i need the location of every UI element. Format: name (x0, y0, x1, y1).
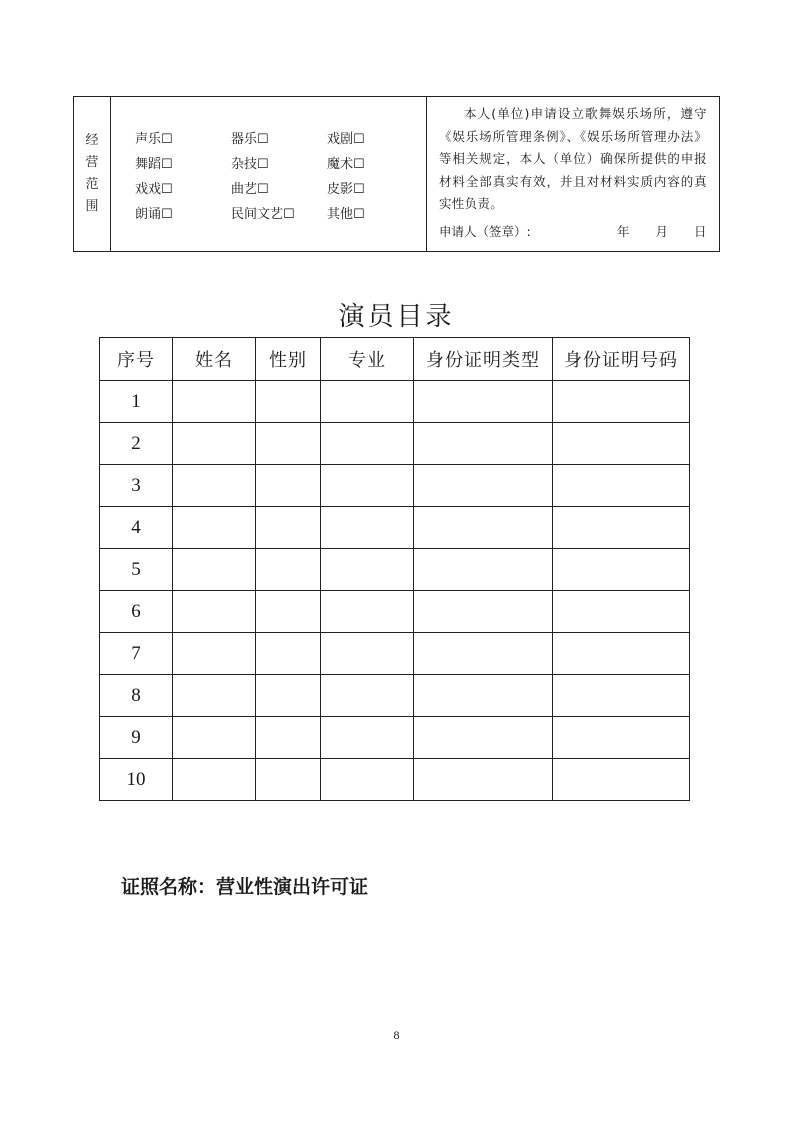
cell-specialty[interactable] (321, 759, 414, 801)
cell-id-number[interactable] (553, 549, 690, 591)
table-row (100, 465, 690, 507)
cell-id-number[interactable] (553, 591, 690, 633)
row-number: 4 (100, 507, 173, 549)
cell-id-type[interactable] (414, 633, 553, 675)
date-label: 年 月 日 (617, 224, 707, 239)
license-name: 证照名称：营业性演出许可证 (121, 876, 369, 898)
roster-title: 演员目录 (338, 302, 455, 332)
cell-gender[interactable] (256, 465, 321, 507)
table-row (100, 549, 690, 591)
header-id-type: 身份证明类型 (414, 338, 553, 381)
cell-name[interactable] (173, 633, 256, 675)
cell-id-type[interactable] (414, 675, 553, 717)
cell-id-type[interactable] (414, 759, 553, 801)
cell-gender[interactable] (256, 591, 321, 633)
cell-id-type[interactable] (414, 717, 553, 759)
table-row (100, 381, 690, 423)
cell-name[interactable] (173, 717, 256, 759)
cell-id-number[interactable] (553, 717, 690, 759)
table-row (100, 591, 690, 633)
cell-gender[interactable] (256, 675, 321, 717)
cell-id-number[interactable] (553, 381, 690, 423)
cell-gender[interactable] (256, 423, 321, 465)
cell-name[interactable] (173, 423, 256, 465)
cell-specialty[interactable] (321, 591, 414, 633)
scope-option-opera[interactable]: 戏戏☐ (135, 182, 173, 197)
cell-specialty[interactable] (321, 633, 414, 675)
cell-id-type[interactable] (414, 591, 553, 633)
cell-specialty[interactable] (321, 381, 414, 423)
row-number: 9 (100, 717, 173, 759)
row-number: 7 (100, 633, 173, 675)
scope-option-other[interactable]: 其他☐ (327, 207, 365, 222)
cell-name[interactable] (173, 549, 256, 591)
cell-specialty[interactable] (321, 423, 414, 465)
cell-id-number[interactable] (553, 759, 690, 801)
cell-name[interactable] (173, 381, 256, 423)
business-scope-table (73, 96, 720, 252)
cell-gender[interactable] (256, 381, 321, 423)
scope-option-dance[interactable]: 舞蹈☐ (135, 157, 173, 172)
applicant-declaration (427, 97, 719, 251)
scope-option-acrobatics[interactable]: 杂技☐ (231, 157, 269, 172)
cell-specialty[interactable] (321, 465, 414, 507)
cell-specialty[interactable] (321, 675, 414, 717)
cell-name[interactable] (173, 507, 256, 549)
signature-label: 申请人（签章）: (439, 224, 531, 239)
page-number: 8 (393, 1028, 400, 1042)
scope-option-quyi[interactable]: 曲艺☐ (231, 182, 269, 197)
table-row (100, 675, 690, 717)
cell-name[interactable] (173, 465, 256, 507)
cell-id-type[interactable] (414, 549, 553, 591)
cell-id-number[interactable] (553, 465, 690, 507)
scope-option-grid (135, 130, 407, 224)
table-row (100, 759, 690, 801)
scope-option-drama[interactable]: 戏剧☐ (327, 132, 365, 147)
cell-name[interactable] (173, 591, 256, 633)
scope-option-folk-art[interactable]: 民间文艺☐ (231, 207, 295, 222)
cell-gender[interactable] (256, 759, 321, 801)
table-row (100, 423, 690, 465)
scope-label-char: 范 (85, 177, 99, 192)
row-number: 6 (100, 591, 173, 633)
row-number: 8 (100, 675, 173, 717)
row-number: 2 (100, 423, 173, 465)
scope-option-recitation[interactable]: 朗诵☐ (135, 207, 173, 222)
cell-id-number[interactable] (553, 633, 690, 675)
declaration-text: 本人(单位)申请设立歌舞娱乐场所，遵守《娱乐场所管理条例》、《娱乐场所管理办法》等相关规定，本人（单位）确保所提供的申报材料全部真实有效，并且对材料实质内容的真实性负责。 (439, 106, 707, 211)
header-serial-number: 序号 (100, 338, 173, 381)
cell-specialty[interactable] (321, 549, 414, 591)
table-header-row (100, 338, 690, 381)
cell-id-type[interactable] (414, 381, 553, 423)
business-scope-label (74, 97, 111, 251)
cell-id-type[interactable] (414, 465, 553, 507)
header-id-number: 身份证明号码 (553, 338, 690, 381)
performer-table (99, 337, 690, 801)
cell-name[interactable] (173, 759, 256, 801)
row-number: 3 (100, 465, 173, 507)
row-number: 5 (100, 549, 173, 591)
cell-gender[interactable] (256, 633, 321, 675)
row-number: 1 (100, 381, 173, 423)
cell-gender[interactable] (256, 717, 321, 759)
business-scope-options (111, 97, 427, 251)
scope-option-shadow-play[interactable]: 皮影☐ (327, 182, 365, 197)
cell-gender[interactable] (256, 549, 321, 591)
cell-id-number[interactable] (553, 507, 690, 549)
cell-specialty[interactable] (321, 507, 414, 549)
header-name: 姓名 (173, 338, 256, 381)
scope-option-vocal-music[interactable]: 声乐☐ (135, 132, 173, 147)
cell-gender[interactable] (256, 507, 321, 549)
table-row (100, 633, 690, 675)
scope-option-magic[interactable]: 魔术☐ (327, 157, 365, 172)
row-number: 10 (100, 759, 173, 801)
cell-name[interactable] (173, 675, 256, 717)
table-row (100, 717, 690, 759)
cell-id-number[interactable] (553, 423, 690, 465)
cell-id-number[interactable] (553, 675, 690, 717)
table-row (100, 507, 690, 549)
cell-specialty[interactable] (321, 717, 414, 759)
scope-option-instrumental[interactable]: 器乐☐ (231, 132, 269, 147)
scope-label-char: 经 (85, 133, 99, 148)
header-gender: 性别 (256, 338, 321, 381)
scope-label-char: 围 (85, 199, 99, 214)
scope-label-char: 营 (85, 155, 99, 170)
cell-id-type[interactable] (414, 423, 553, 465)
cell-id-type[interactable] (414, 507, 553, 549)
header-specialty: 专业 (321, 338, 414, 381)
